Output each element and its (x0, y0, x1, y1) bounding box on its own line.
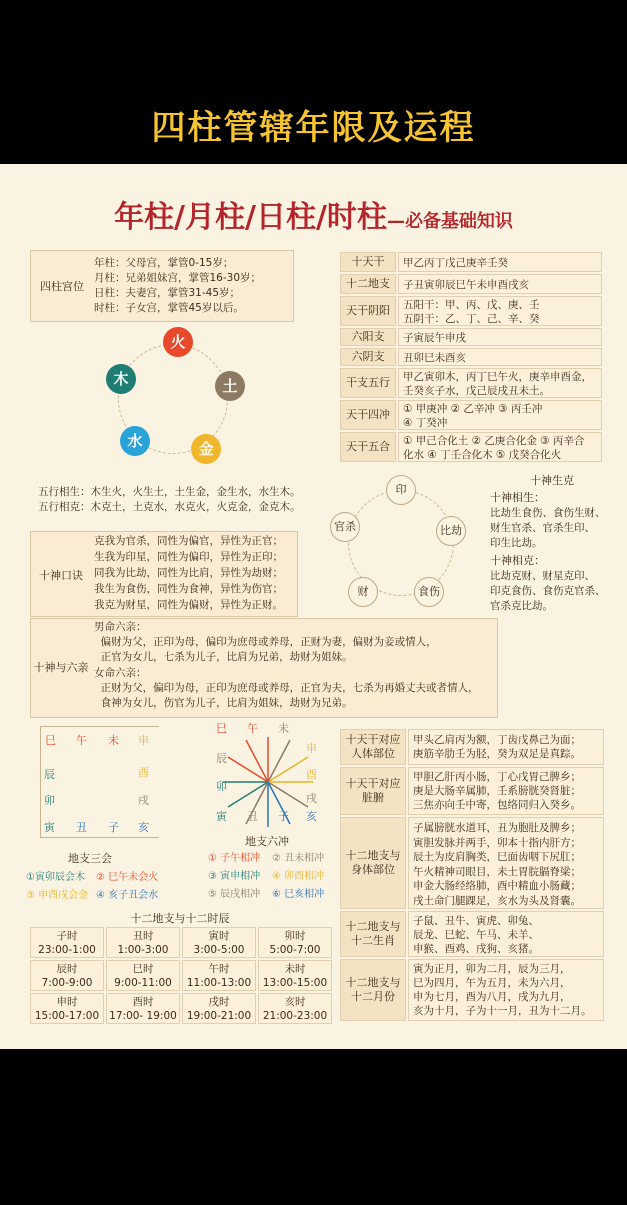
koujue-label: 十神口诀 (39, 569, 83, 582)
liuqin-line: 男命六亲： (94, 621, 147, 633)
shichen-time: 13:00-15:00 (262, 977, 328, 989)
sanhui-branch: 午 (76, 734, 87, 747)
shichen-name: 申时 (56, 996, 78, 1008)
metal-circle: 金 (191, 434, 221, 464)
liuchong-branch: 戌 (306, 792, 317, 805)
poster-title-main: 年柱/月柱/日柱/时柱 (114, 200, 387, 235)
wuxing-ke (38, 500, 301, 515)
shichen-title: 十二地支与十二时辰 (130, 912, 230, 925)
liuchong-branch: 卯 (216, 780, 227, 793)
koujue-line: 同我为比劫，同性为比肩，异性为劫财； (94, 567, 283, 579)
shichen-cell (30, 993, 104, 1024)
liuchong-branch: 子 (278, 810, 289, 823)
shichen-time: 19:00-21:00 (186, 1010, 252, 1022)
liuchong-title: 地支六冲 (245, 835, 289, 848)
rt-value: 甲乙寅卯木，丙丁巳午火，庚辛申酉金， 壬癸亥子水，戊己辰戌丑未土。 (398, 368, 602, 398)
shichen-name: 丑时 (132, 930, 154, 942)
sanhui-branch: 子 (108, 821, 119, 834)
liuchong-branch: 丑 (247, 810, 258, 823)
shichen-name: 卯时 (284, 930, 306, 942)
rt-value: ① 甲己合化土 ② 乙庚合化金 ③ 丙辛合 化水 ④ 丁壬合化木 ⑤ 戊癸合化火 (398, 432, 602, 462)
sanhui-branch: 卯 (44, 794, 55, 807)
shichen-cell (30, 927, 104, 958)
wuxing-sheng (38, 485, 301, 500)
shengke-line: 比劫生食伤、食伤生财、 (490, 507, 606, 519)
liuchong-branch: 酉 (306, 768, 317, 781)
shishen-node-yin: 印 (386, 475, 416, 505)
liuchong-branch: 辰 (216, 752, 227, 765)
shichen-name: 子时 (56, 930, 78, 942)
shichen-name: 未时 (284, 963, 306, 975)
rt-label: 天干五合 (340, 432, 396, 462)
sanhui-title: 地支三会 (68, 852, 112, 865)
shishen-node-guansha: 官杀 (330, 512, 360, 542)
liuchong-branch: 寅 (216, 810, 227, 823)
shichen-name: 戌时 (208, 996, 230, 1008)
rt2-value: 甲头乙肩丙为额，丁齿戊鼻己为面； 庚筋辛肋壬为胫，癸为双足是真踪。 (408, 729, 604, 765)
sanhui-branch: 申 (138, 734, 149, 747)
liuchong-branch: 未 (278, 722, 289, 735)
shichen-time: 17:00- 19:00 (109, 1010, 177, 1022)
sanhui-branch: 丑 (76, 821, 87, 834)
shengke-line: 印克食伤、食伤克官杀、 (490, 585, 606, 597)
sizhu-line: 月柱：兄弟姐妹宫，掌管16-30岁； (94, 272, 262, 284)
rt-label: 天干阴阳 (340, 296, 396, 326)
shengke-line: 比劫克财、财星克印、 (490, 570, 595, 582)
shishen-node-shishang: 食伤 (414, 577, 444, 607)
shichen-cell (258, 993, 332, 1024)
rt2-value: 甲胆乙肝丙小肠，丁心戊胃己脾乡； 庚是大肠辛属肺，壬系膀胱癸肾脏； 三焦亦向壬中寄，包络同归入癸乡。 (408, 767, 604, 815)
rt-label: 六阴支 (340, 348, 396, 366)
shichen-time: 5:00-7:00 (269, 944, 321, 956)
shichen-time: 21:00-23:00 (262, 1010, 328, 1022)
rt2-value: 寅为正月，卯为二月，辰为三月， 巳为四月，午为五月，未为六月， 申为七月，酉为八月，戌为九月， 亥为十月，子为十一月，丑为十二月。 (408, 959, 604, 1021)
liuchong-item: ⑤ 辰戌相冲 (208, 889, 261, 900)
sizhu-label: 四柱宫位 (40, 280, 84, 293)
rt2-label: 十二地支与 十二生肖 (340, 911, 406, 957)
rt2-value: 子鼠、丑牛、寅虎、卯兔、 辰龙、巳蛇、午马、未羊、 申猴、酉鸡、戌狗、亥猪。 (408, 911, 604, 957)
shichen-cell (182, 960, 256, 991)
rt2-value: 子属膀胱水道耳，丑为胞肚及脾乡； 寅胆发脉并两手，卯本十指内肝方； 辰土为皮肩胸类，巳面齿咽下尻肛； 午火精神司眼目，未土胃脘膈脊梁； 申金大肠经络肺，酉中精血小肠藏； 戌土命门腿踝足，亥水为头及肾囊。 (408, 817, 604, 909)
liuqin-line: 女命六亲： (94, 667, 147, 679)
rt2-label: 十二地支与 身体部位 (340, 817, 406, 909)
liuchong-branch: 午 (247, 722, 258, 735)
shichen-time: 11:00-13:00 (186, 977, 252, 989)
sanhui-item: ①寅卯辰会木 (26, 872, 85, 883)
koujue-line: 我克为财星，同性为偏财，异性为正财。 (94, 599, 283, 611)
liuqin-line: 正财为父，偏印为母，正印为庶母或养母，正官为夫，七杀为再婚丈夫或者情人， (94, 682, 479, 694)
sanhui-item: ② 巳午未会火 (96, 872, 159, 883)
liuqin-line: 偏财为父，正印为母，偏印为庶母或养母，正财为妻，偏财为妾或情人， (94, 636, 437, 648)
shichen-name: 巳时 (132, 963, 154, 975)
sizhu-line: 时柱：子女宫，掌管45岁以后。 (94, 302, 244, 314)
rt-label: 六阳支 (340, 328, 396, 346)
shichen-time: 1:00-3:00 (117, 944, 169, 956)
earth-circle: 土 (215, 371, 245, 401)
rt2-label: 十天干对应 人体部位 (340, 729, 406, 765)
liuchong-branch: 巳 (216, 722, 227, 735)
rt-label: 十天干 (340, 252, 396, 272)
shichen-time: 3:00-5:00 (193, 944, 245, 956)
poster-subtitle: —必备基础知识 (386, 211, 513, 232)
rt-value: 子寅辰午申戌 (398, 328, 602, 346)
banner-title: 四柱管辖年限及运程 (151, 108, 476, 148)
wuxing-ke-text: 木克土，土克水，水克火，火克金，金克木。 (90, 501, 301, 513)
sizhu-line: 日柱：夫妻宫，掌管31-45岁； (94, 287, 241, 299)
shengke-title: 十神生克 (530, 474, 574, 487)
poster-title (0, 192, 627, 236)
liuchong-item: ② 丑未相冲 (272, 853, 325, 864)
shichen-cell (106, 927, 180, 958)
rt-label: 十二地支 (340, 274, 396, 294)
sanhui-branch: 未 (108, 734, 119, 747)
wuxing-sheng-label: 五行相生： (38, 486, 91, 498)
koujue-line: 克我为官杀，同性为偏官，异性为正官； (94, 535, 283, 547)
shichen-name: 辰时 (56, 963, 78, 975)
rt2-label: 十二地支与 十二月份 (340, 959, 406, 1021)
shengke-line: 财生官杀、官杀生印、 (490, 522, 595, 534)
rt-label: 天干四冲 (340, 400, 396, 430)
liuqin-label: 十神与六亲 (33, 661, 89, 674)
rt-value: 丑卯巳未酉亥 (398, 348, 602, 366)
shichen-name: 亥时 (284, 996, 306, 1008)
sanhui-branch: 亥 (138, 821, 149, 834)
liuchong-item: ⑥ 巳亥相冲 (272, 889, 325, 900)
shengke-line: 印生比劫。 (490, 537, 543, 549)
wood-circle: 木 (106, 364, 136, 394)
rt-value: ① 甲庚冲 ② 乙辛冲 ③ 丙壬冲 ④ 丁癸冲 (398, 400, 602, 430)
shichen-cell (106, 993, 180, 1024)
shengke-line: 十神相生： (490, 491, 545, 504)
rt-value: 甲乙丙丁戊己庚辛壬癸 (398, 252, 602, 272)
shichen-cell (30, 960, 104, 991)
sanhui-item: ④ 亥子丑会水 (96, 890, 159, 901)
sanhui-branch: 酉 (138, 766, 149, 779)
sizhu-line: 年柱：父母宫，掌管0-15岁； (94, 257, 234, 269)
koujue-line: 我生为食伤，同性为食神，异性为伤官； (94, 583, 283, 595)
shichen-name: 寅时 (208, 930, 230, 942)
shishen-node-bijie: 比劫 (436, 516, 466, 546)
rt2-label: 十天干对应 脏腑 (340, 767, 406, 815)
shichen-cell (258, 960, 332, 991)
liuchong-item: ④ 卯酉相冲 (272, 871, 325, 882)
liuqin-line: 食神为女儿，伤官为儿子，比肩为姐妹，劫财为兄弟。 (94, 697, 353, 709)
wuxing-sheng-text: 木生火，火生土，土生金，金生水，水生木。 (90, 486, 301, 498)
liuchong-branch: 亥 (306, 810, 317, 823)
shishen-node-cai: 财 (348, 577, 378, 607)
shichen-name: 午时 (208, 963, 230, 975)
shengke-line: 十神相克： (490, 554, 545, 567)
shengke-line: 官杀克比劫。 (490, 600, 553, 612)
wuxing-ke-label: 五行相克： (38, 501, 91, 513)
liuchong-branch: 申 (306, 742, 317, 755)
shichen-time: 9:00-11:00 (114, 977, 172, 989)
shichen-time: 23:00-1:00 (38, 944, 96, 956)
shichen-time: 7:00-9:00 (41, 977, 93, 989)
rt-value: 五阳干：甲、丙、戊、庚、壬 五阴干：乙、丁、己、辛、癸 (398, 296, 602, 326)
shichen-cell (106, 960, 180, 991)
koujue-line: 生我为印星，同性为偏印，异性为正印； (94, 551, 283, 563)
sanhui-item: ③ 申酉戌会金 (26, 890, 89, 901)
liuchong-item: ① 子午相冲 (208, 853, 261, 864)
liuqin-line: 正官为女儿，七杀为儿子，比肩为兄弟，劫财为姐妹。 (94, 651, 353, 663)
shichen-cell (182, 927, 256, 958)
sanhui-branch: 寅 (44, 821, 55, 834)
shichen-name: 酉时 (132, 996, 154, 1008)
water-circle: 水 (120, 426, 150, 456)
rt-value: 子丑寅卯辰巳午未申酉戌亥 (398, 274, 602, 294)
shichen-cell (258, 927, 332, 958)
shichen-cell (182, 993, 256, 1024)
sanhui-branch: 戌 (138, 794, 149, 807)
fire-circle: 火 (163, 327, 193, 357)
liuchong-star (218, 732, 318, 832)
rt-label: 干支五行 (340, 368, 396, 398)
poster (0, 164, 627, 1049)
sanhui-branch: 巳 (45, 734, 56, 747)
liuchong-item: ③ 寅申相冲 (208, 871, 261, 882)
shichen-time: 15:00-17:00 (34, 1010, 100, 1022)
sanhui-branch: 辰 (44, 768, 55, 781)
